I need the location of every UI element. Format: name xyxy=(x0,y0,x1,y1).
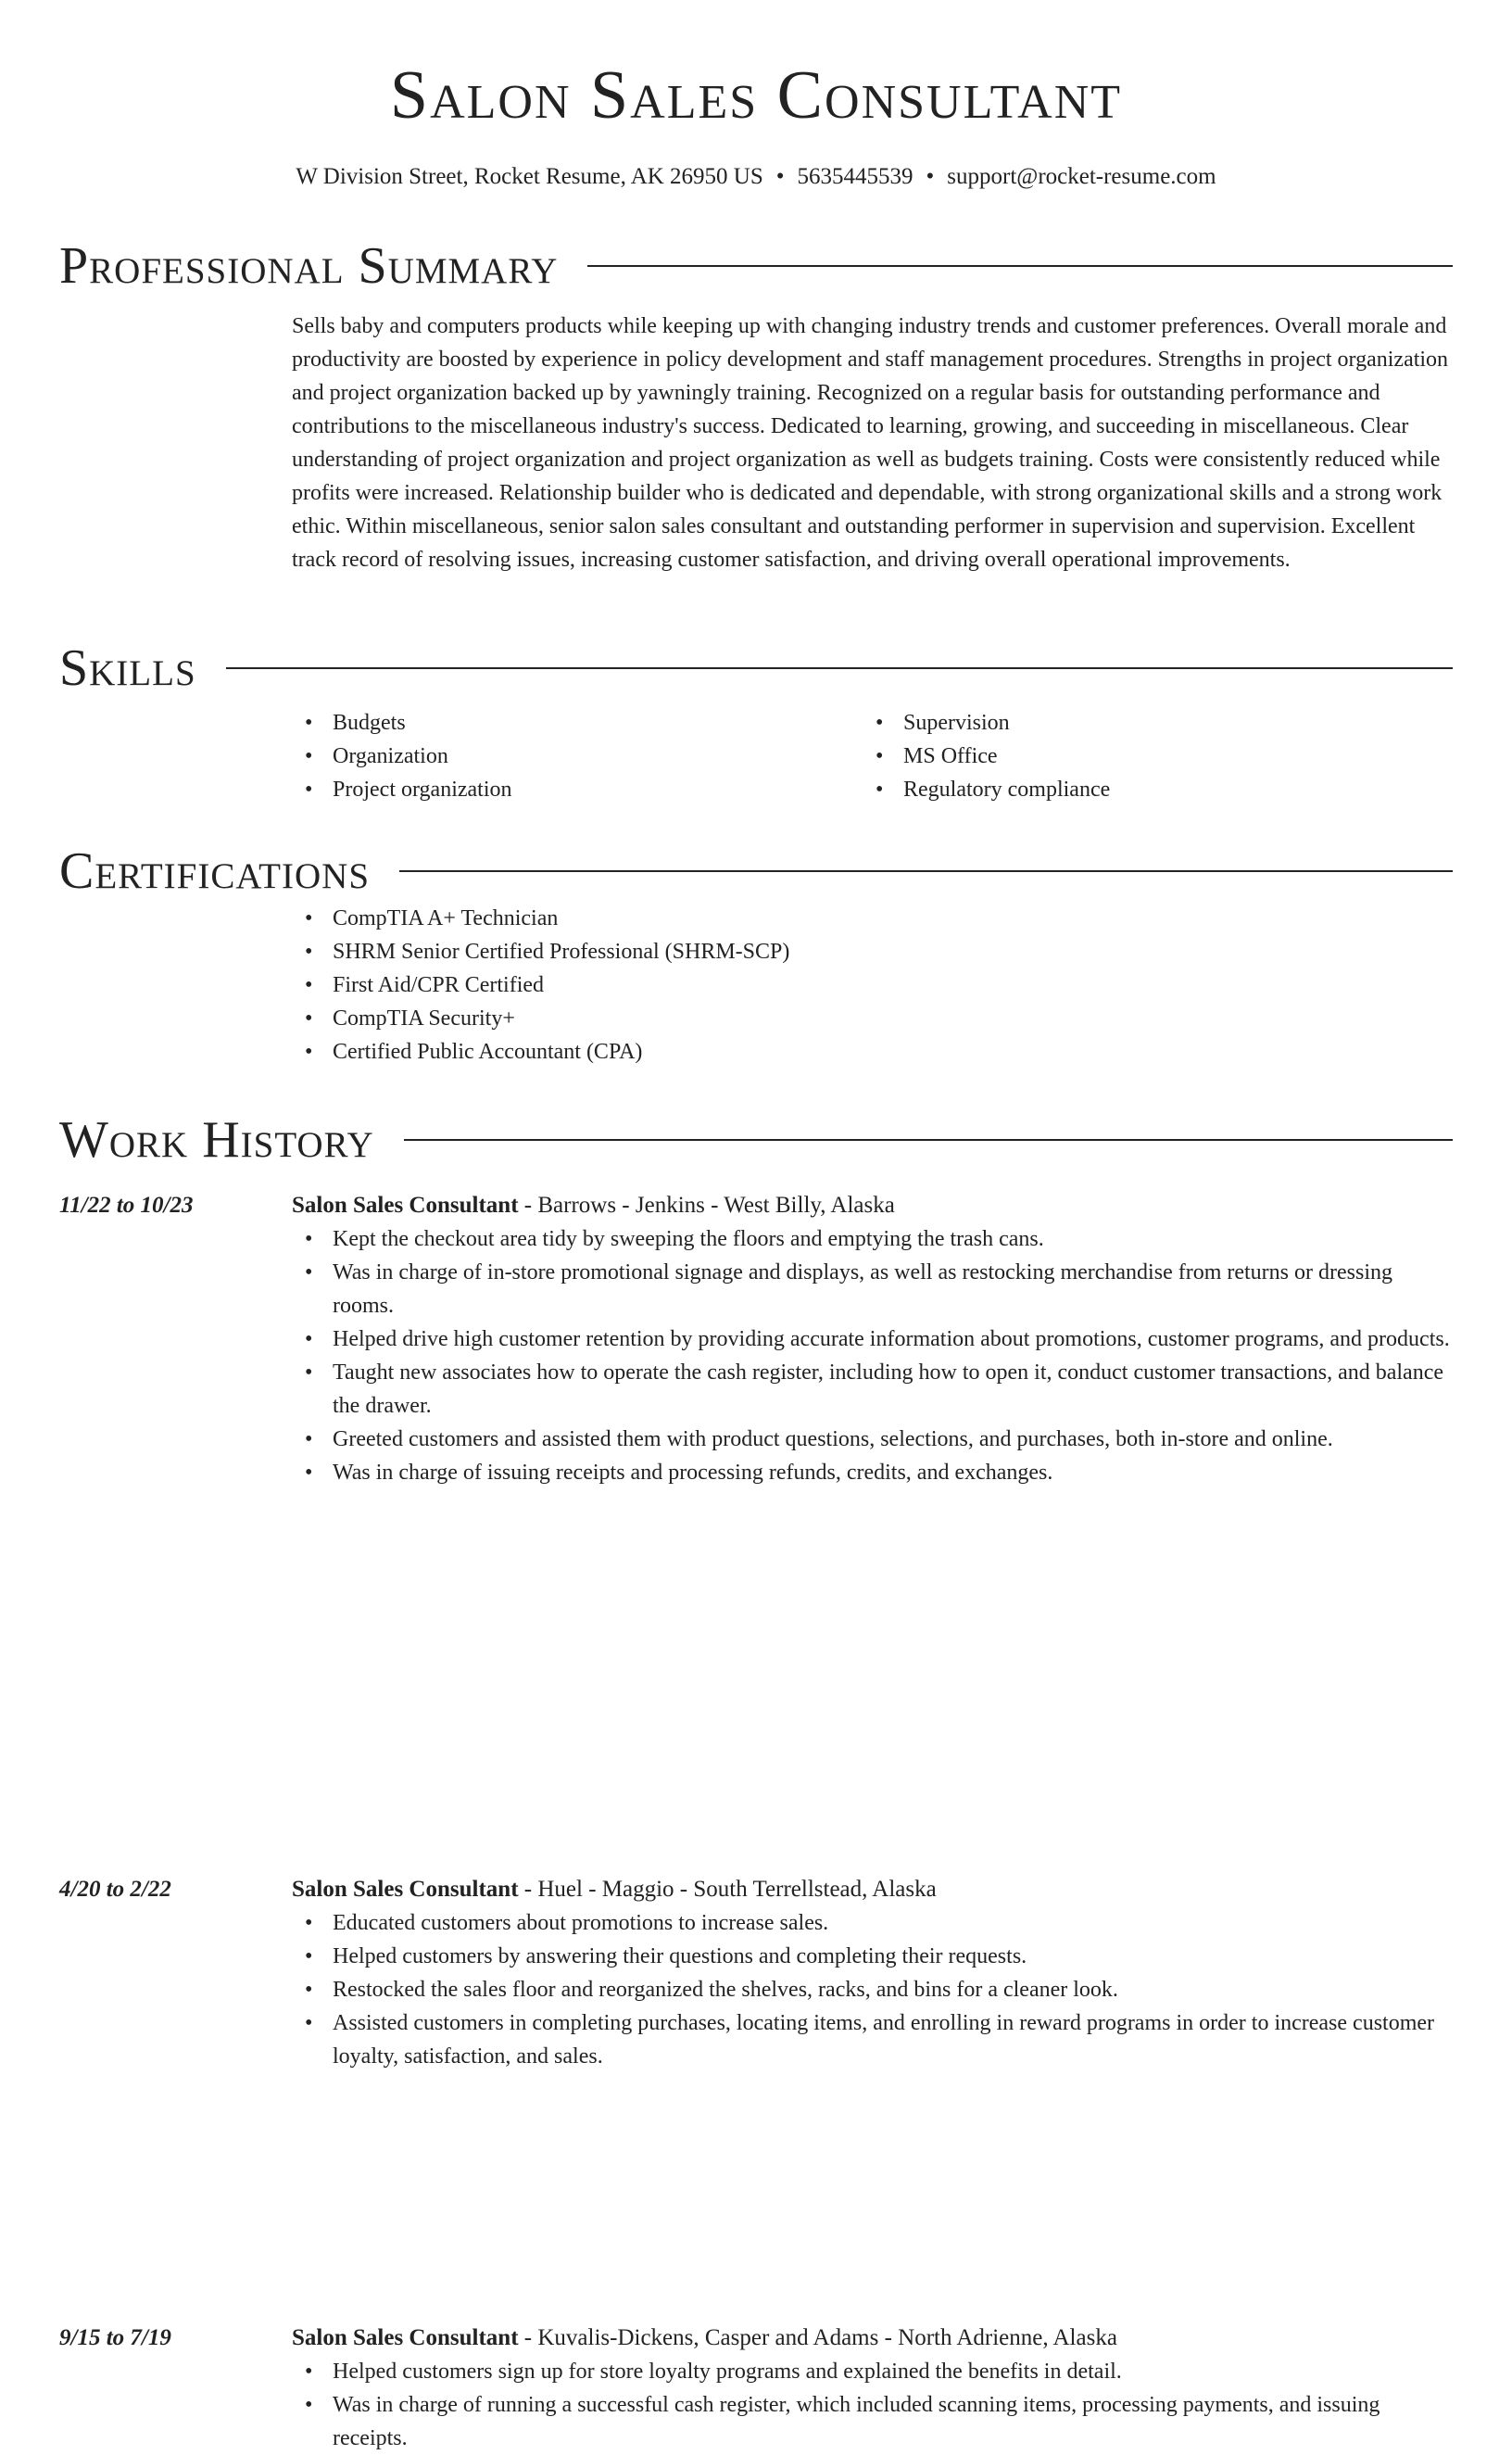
job-duties xyxy=(292,1222,1453,1489)
skill-item: • Budgets xyxy=(292,706,863,740)
job-employer: - Barrows - Jenkins - West Billy, Alaska xyxy=(518,1193,895,1218)
job-duty: • Assisted customers in completing purchases, locating items, and enrolling in reward programs in order to increase customer loyalty, satisfaction, and sales. xyxy=(292,2006,1453,2073)
job-title: Salon Sales Consultant xyxy=(292,2325,519,2350)
section-title: Certifications xyxy=(59,842,371,900)
work-history-section xyxy=(59,1109,1453,1171)
job-dates: 9/15 to 7/19 xyxy=(59,2325,171,2350)
job-duty: • Greeted customers and assisted them with product questions, selections, and purchases, both in-store and online. xyxy=(292,1423,1453,1456)
section-title: Work History xyxy=(59,1111,374,1169)
job-employer: - Kuvalis-Dickens, Casper and Adams - North Adrienne, Alaska xyxy=(518,2325,1117,2350)
job-title-line xyxy=(292,2322,1453,2355)
section-divider xyxy=(587,265,1453,267)
certifications-header xyxy=(59,841,1453,902)
job-duties xyxy=(292,1906,1453,2073)
job-duty: • Was in charge of in-store promotional signage and displays, as well as restocking merchandise from returns or dressing rooms. xyxy=(292,1256,1453,1322)
job-duty: • Was in charge of running a successful cash register, which included scanning items, processing payments, and issuing receipts. xyxy=(292,2388,1453,2455)
skills-grid xyxy=(292,706,1453,806)
skills-section xyxy=(59,638,1453,806)
job-duty: • Kept the checkout area tidy by sweeping the floors and emptying the trash cans. xyxy=(292,1222,1453,1256)
contact-line xyxy=(0,160,1512,194)
job-entry xyxy=(59,1189,1453,1489)
section-title: Professional Summary xyxy=(59,237,559,295)
job-title-line xyxy=(292,1873,1453,1906)
summary-section xyxy=(59,235,1453,576)
job-duty: • Helped customers sign up for store loyalty programs and explained the benefits in detail. xyxy=(292,2355,1453,2388)
job-entry xyxy=(59,2322,1453,2455)
job-duty: • Restocked the sales floor and reorganized the shelves, racks, and bins for a cleaner look. xyxy=(292,1973,1453,2006)
job-title-line xyxy=(292,1189,1453,1222)
skill-item: • Regulatory compliance xyxy=(863,773,1433,806)
certification-item: • CompTIA A+ Technician xyxy=(292,902,1453,935)
section-divider xyxy=(404,1139,1453,1141)
job-dates: 4/20 to 2/22 xyxy=(59,1877,171,1902)
skill-item: • Project organization xyxy=(292,773,863,806)
contact-separator: • xyxy=(775,164,785,189)
job-entry xyxy=(59,1873,1453,2073)
contact-address: W Division Street, Rocket Resume, AK 26950 US xyxy=(296,164,763,189)
job-title: Salon Sales Consultant xyxy=(292,1193,519,1218)
section-title: Skills xyxy=(59,639,196,697)
summary-header xyxy=(59,235,1453,297)
job-duty: • Taught new associates how to operate the cash register, including how to open it, conduct customer transactions, and balance the drawer. xyxy=(292,1356,1453,1423)
skill-item: • Supervision xyxy=(863,706,1433,740)
skill-item: • MS Office xyxy=(863,740,1433,773)
certification-item: • SHRM Senior Certified Professional (SHRM-SCP) xyxy=(292,935,1453,968)
skill-item: • Organization xyxy=(292,740,863,773)
work-history-header xyxy=(59,1109,1453,1171)
certification-item: • First Aid/CPR Certified xyxy=(292,968,1453,1002)
contact-separator: • xyxy=(926,164,935,189)
contact-phone: 5635445539 xyxy=(797,164,914,189)
skills-column-left xyxy=(292,706,863,806)
job-duties xyxy=(292,2355,1453,2455)
contact-email[interactable]: support@rocket-resume.com xyxy=(947,164,1216,189)
job-dates: 11/22 to 10/23 xyxy=(59,1193,194,1218)
summary-text: Sells baby and computers products while keeping up with changing industry trends and customer preferences. Overall morale and productivity are boosted by experience in policy development and staff management procedures. Strengths in project organization and project organization backed up by yawningly training. Recognized on a regular basis for outstanding performance and contributions to the miscellaneous industry's success. Dedicated to learning, growing, and succeeding in miscellaneous. Clear understanding of project organization and project organization as well as budgets training. Costs were consistently reduced while profits were increased. Relationship builder who is dedicated and dependable, with strong organizational skills and a strong work ethic. Within miscellaneous, senior salon sales consultant and outstanding performer in supervision and supervision. Excellent track record of resolving issues, increasing customer satisfaction, and driving overall operational improvements. xyxy=(292,314,1449,572)
certifications-list xyxy=(292,902,1453,1069)
job-title: Salon Sales Consultant xyxy=(292,1877,519,1902)
certifications-section xyxy=(59,841,1453,1069)
job-employer: - Huel - Maggio - South Terrellstead, Alaska xyxy=(518,1877,937,1902)
section-divider xyxy=(226,667,1453,669)
job-duty: • Helped drive high customer retention by providing accurate information about promotions, customer programs, and products. xyxy=(292,1322,1453,1356)
skills-header xyxy=(59,638,1453,699)
certification-item: • CompTIA Security+ xyxy=(292,1002,1453,1035)
job-duty: • Educated customers about promotions to increase sales. xyxy=(292,1906,1453,1940)
job-duty: • Was in charge of issuing receipts and processing refunds, credits, and exchanges. xyxy=(292,1456,1453,1489)
certification-item: • Certified Public Accountant (CPA) xyxy=(292,1035,1453,1069)
section-divider xyxy=(399,870,1453,872)
job-duty: • Helped customers by answering their questions and completing their requests. xyxy=(292,1940,1453,1973)
skills-column-right xyxy=(863,706,1433,806)
candidate-name: Salon Sales Consultant xyxy=(389,57,1123,133)
